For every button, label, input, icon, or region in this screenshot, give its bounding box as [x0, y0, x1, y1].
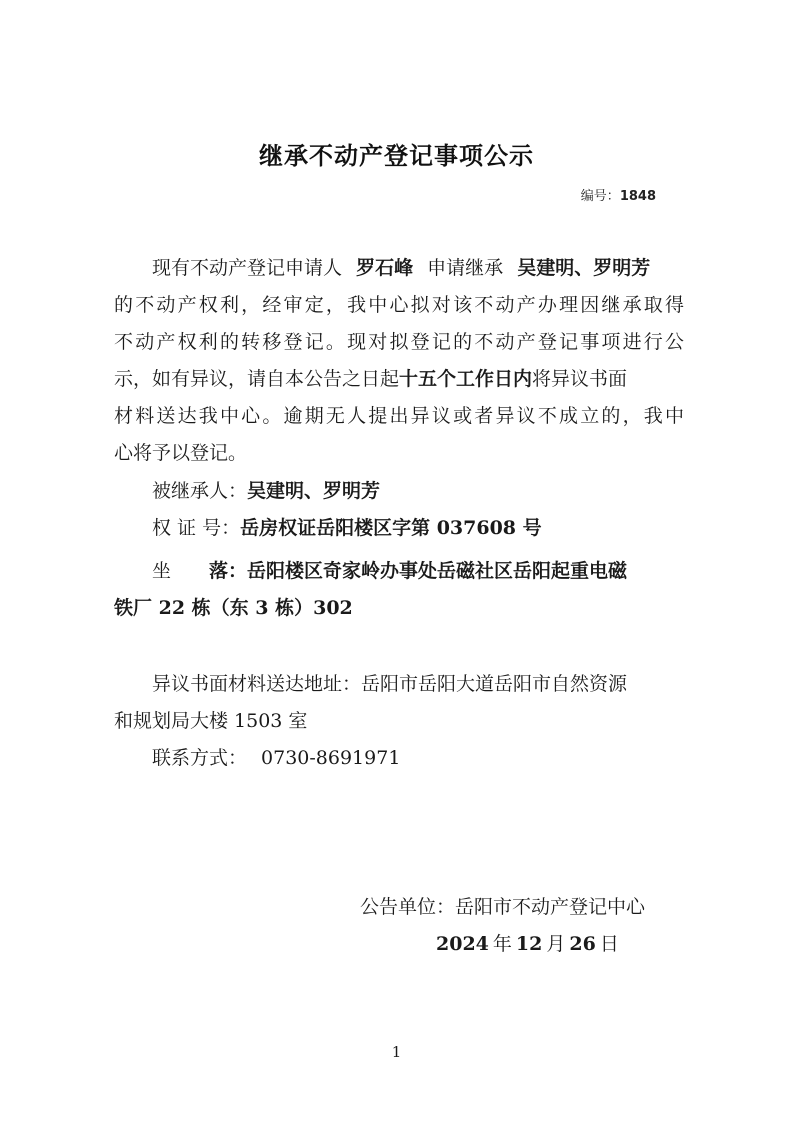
body-line-2: 的不动产权利，经审定，我中心拟对该不动产办理因继承取得 — [114, 294, 684, 316]
location-value-2: 铁厂 22 栋（东 3 栋）302 — [114, 597, 353, 619]
body-line-5: 材料送达我中心。逾期无人提出异议或者异议不成立的，我中 — [114, 405, 684, 427]
location-value-1: 岳阳楼区奇家岭办事处岳磁社区岳阳起重电磁 — [247, 560, 628, 582]
objection-address-line-1: 异议书面材料送达地址：岳阳市岳阳大道岳阳市自然资源 — [152, 673, 628, 695]
publisher-label: 公告单位： — [360, 896, 456, 918]
inherited-value: 吴建明、罗明芳 — [247, 480, 381, 502]
body-line-6: 心将予以登记。 — [114, 442, 248, 464]
body-line-3: 不动产权利的转移登记。现对拟登记的不动产登记事项进行公 — [114, 331, 684, 353]
location-label-b: 落： — [209, 560, 248, 582]
publisher-line — [360, 889, 645, 926]
doc-no-value: 1848 — [619, 189, 656, 204]
page-number: 1 — [391, 1043, 402, 1061]
applicant-name: 罗石峰 — [356, 257, 414, 279]
inherited-label: 被继承人： — [152, 480, 248, 502]
inherited-person-row — [114, 473, 722, 510]
deceased-names: 吴建明、罗明芳 — [517, 257, 651, 279]
contact-label: 联系方式： — [152, 747, 248, 769]
document-number — [581, 185, 656, 204]
doc-no-label: 编号： — [580, 189, 620, 204]
body-line-4: 示，如有异议，请自本公告之日起十五个工作日内将异议书面 — [114, 368, 628, 390]
certificate-label: 权 证 号： — [152, 517, 241, 539]
certificate-row — [114, 510, 722, 547]
certificate-value: 岳房权证岳阳楼区字第 037608 号 — [240, 517, 542, 539]
page-title: 继承不动产登记事项公示 — [259, 142, 534, 170]
publisher-name: 岳阳市不动产登记中心 — [455, 896, 646, 918]
contact-phone: 0730-8691971 — [261, 747, 401, 769]
objection-period: 十五个工作日内 — [399, 368, 533, 390]
location-label-a: 坐 — [152, 560, 172, 582]
objection-address-line-2: 和规划局大楼 1503 室 — [114, 710, 308, 732]
body-line-1: 现有不动产登记申请人 罗石峰 申请继承 吴建明、罗明芳 — [152, 257, 651, 279]
publish-date: 2024 年 12 月 26 日 — [436, 933, 619, 955]
contact-row — [114, 740, 722, 777]
location-row — [114, 553, 722, 590]
